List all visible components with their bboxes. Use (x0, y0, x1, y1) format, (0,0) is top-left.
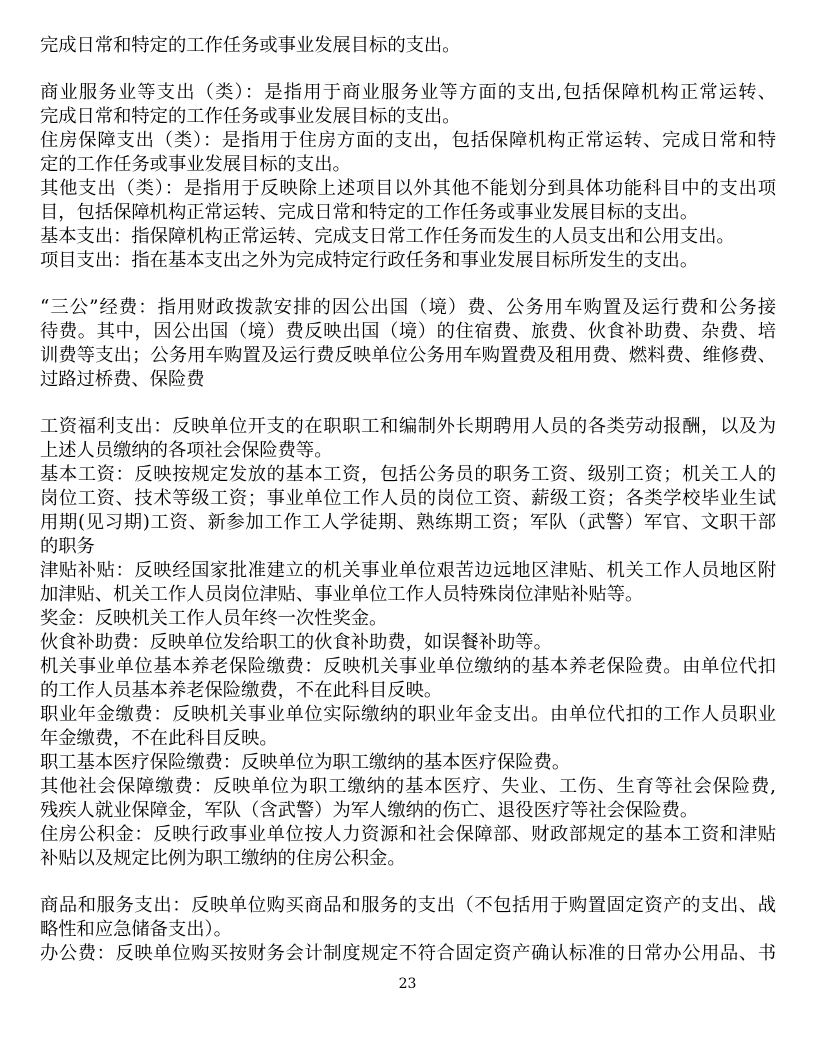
text-line: 其他支出（类）：是指用于反映除上述项目以外其他不能划分到具体功能科目中的支出项 (40, 178, 776, 199)
paragraph (40, 225, 776, 249)
text-line: 住房公积金：反映行政事业单位按人力资源和社会保障部、财政部规定的基本工资和津贴 (40, 824, 776, 845)
paragraph (40, 34, 776, 58)
paragraph (40, 631, 776, 655)
paragraph (40, 249, 776, 273)
paragraph (40, 703, 776, 751)
text-line: 定的工作任务或事业发展目标的支出。 (40, 154, 351, 175)
text-line: 工资福利支出：反映单位开支的在职职工和编制外长期聘用人员的各类劳动报酬，以及为 (40, 416, 776, 437)
text-line: 住房保障支出（类）：是指用于住房方面的支出，包括保障机构正常运转、完成日常和特 (40, 130, 776, 151)
paragraph (40, 81, 776, 129)
text-line: 补贴以及规定比例为职工缴纳的住房公积金。 (40, 848, 406, 869)
text-line: 略性和应急储备支出）。 (40, 919, 232, 940)
paragraph (40, 942, 776, 966)
text-line: 基本支出：指保障机构正常运转、完成支日常工作任务而发生的人员支出和公用支出。 (40, 226, 735, 247)
text-line: 津贴补贴：反映经国家批准建立的机关事业单位艰苦边远地区津贴、机关工作人员地区附 (40, 560, 776, 581)
text-line: 的职务 (40, 536, 95, 557)
paragraph (40, 775, 776, 823)
text-line: 的工作人员基本养老保险缴费，不在此科目反映。 (40, 680, 443, 701)
text-line: 完成日常和特定的工作任务或事业发展目标的支出。 (40, 35, 461, 56)
text-line: 完成日常和特定的工作任务或事业发展目标的支出。 (40, 106, 461, 127)
paragraph (40, 894, 776, 942)
paragraph (40, 607, 776, 631)
text-line: 职工基本医疗保险缴费：反映单位为职工缴纳的基本医疗保险费。 (40, 752, 571, 773)
page-number: 23 (398, 976, 417, 992)
paragraph (40, 177, 776, 225)
paragraph (40, 463, 776, 559)
text-line: 训费等支出；公务用车购置及运行费反映单位公务用车购置费及租用费、燃料费、维修费、 (40, 345, 776, 366)
text-line: 上述人员缴纳的各项社会保险费等。 (40, 440, 333, 461)
paragraph (40, 823, 776, 871)
text-line: 项目支出：指在基本支出之外为完成特定行政任务和事业发展目标所发生的支出。 (40, 250, 699, 271)
text-line: 职业年金缴费：反映机关事业单位实际缴纳的职业年金支出。由单位代扣的工作人员职业 (40, 704, 776, 725)
text-line: 其他社会保障缴费：反映单位为职工缴纳的基本医疗、失业、工伤、生育等社会保险费, (40, 776, 776, 797)
text-line: 基本工资：反映按规定发放的基本工资，包括公务员的职务工资、级别工资；机关工人的 (40, 464, 776, 485)
text-line: 目，包括保障机构正常运转、完成日常和特定的工作任务或事业发展目标的支出。 (40, 202, 699, 223)
paragraph (40, 415, 776, 463)
text-line: 待费。其中，因公出国（境）费反映出国（境）的住宿费、旅费、伙食补助费、杂费、培 (40, 321, 776, 342)
text-line: 伙食补助费：反映单位发给职工的伙食补助费，如误餐补助等。 (40, 632, 552, 653)
text-line: 加津贴、机关工作人员岗位津贴、事业单位工作人员特殊岗位津贴补贴等。 (40, 584, 644, 605)
text-line: 用期(见习期)工资、新参加工作工人学徒期、熟练期工资；军队（武警）军官、文职干部 (40, 512, 776, 533)
text-line: “三公”经费：指用财政拨款安排的因公出国（境）费、公务用车购置及运行费和公务接 (40, 297, 776, 318)
text-line: 商品和服务支出：反映单位购买商品和服务的支出（不包括用于购置固定资产的支出、战 (40, 895, 776, 916)
text-line: 办公费：反映单位购买按财务会计制度规定不符合固定资产确认标准的日常办公用品、书 (40, 943, 776, 964)
text-line: 奖金：反映机关工作人员年终一次性奖金。 (40, 608, 388, 629)
paragraph (40, 296, 776, 392)
paragraph (40, 751, 776, 775)
text-line: 过路过桥费、保险费 (40, 369, 205, 390)
paragraph (40, 129, 776, 177)
text-line: 商业服务业等支出（类）：是指用于商业服务业等方面的支出,包括保障机构正常运转、 (40, 82, 776, 103)
text-line: 岗位工资、技术等级工资；事业单位工作人员的岗位工资、薪级工资；各类学校毕业生试 (40, 488, 776, 509)
text-line: 机关事业单位基本养老保险缴费：反映机关事业单位缴纳的基本养老保险费。由单位代扣 (40, 656, 776, 677)
paragraph (40, 559, 776, 607)
document-content (40, 34, 776, 966)
text-line: 残疾人就业保障金，军队（含武警）为军人缴纳的伤亡、退役医疗等社会保险费。 (40, 800, 699, 821)
paragraph (40, 655, 776, 703)
text-line: 年金缴费，不在此科目反映。 (40, 728, 278, 749)
